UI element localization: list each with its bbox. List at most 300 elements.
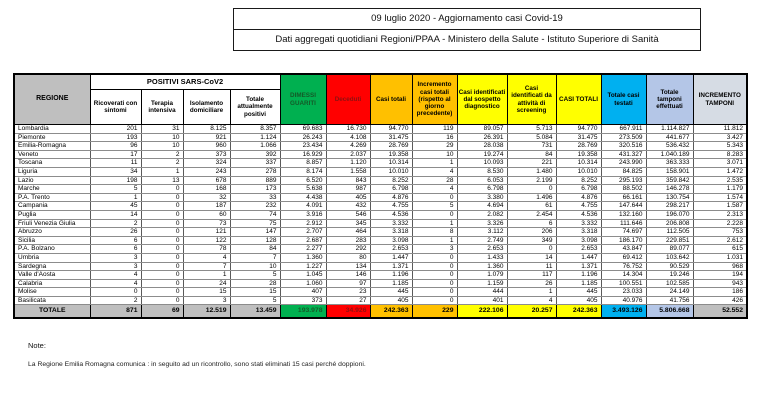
data-cell: 1.371 [556,262,601,271]
data-cell: 78 [183,245,230,254]
data-cell: 206.808 [646,219,693,228]
data-cell: 1.587 [693,202,747,211]
data-cell: 4.269 [326,142,370,151]
data-cell: 196.070 [646,210,693,219]
data-cell: 14 [90,210,141,219]
data-cell: 45 [90,202,141,211]
data-cell: 89.077 [646,245,693,254]
data-cell: 34 [90,167,141,176]
table-row [14,202,747,211]
table-row [14,271,747,280]
data-cell: 0 [141,262,183,271]
data-cell: 968 [693,262,747,271]
data-cell: 1.196 [370,271,412,280]
data-cell: 2.313 [693,210,747,219]
data-cell: 84 [230,245,280,254]
data-cell: 2.199 [507,176,556,185]
data-cell: 4.876 [370,193,412,202]
data-cell: 1.040.189 [646,150,693,159]
data-cell: 10 [141,133,183,142]
table-row [14,185,747,194]
data-cell: 2.228 [693,219,747,228]
total-cell: 222.106 [457,305,507,319]
data-cell: 1 [412,159,457,168]
data-cell: 5.084 [507,133,556,142]
data-cell: 26.391 [457,133,507,142]
region-name: Valle d'Aosta [14,271,90,280]
data-cell: 13 [141,176,183,185]
note-label: Note: [28,341,46,350]
data-cell: 23.434 [280,142,326,151]
data-cell: 121 [183,228,230,237]
data-cell: 3.071 [693,159,747,168]
data-cell: 5.343 [693,142,747,151]
data-cell: 3 [90,262,141,271]
data-cell: 3.318 [370,228,412,237]
region-name: Sicilia [14,236,90,245]
data-cell: 27 [326,296,370,305]
data-cell: 0 [412,279,457,288]
data-cell: 3.380 [457,193,507,202]
data-cell: 5.713 [507,125,556,134]
column-header-casi-sospetto-diagnostico: Casi identificati dal sospetto diagnostico [457,74,507,125]
region-name: Umbria [14,253,90,262]
region-name: Toscana [14,159,90,168]
data-cell: 1.447 [556,253,601,262]
data-cell: 26 [507,279,556,288]
data-cell: 8.283 [693,150,747,159]
data-cell: 33 [230,193,280,202]
data-cell: 23.033 [601,288,646,297]
data-cell: 173 [230,185,280,194]
region-name: Friuli Venezia Giulia [14,219,90,228]
data-cell: 29 [412,142,457,151]
data-cell: 193 [90,133,141,142]
data-cell: 94.770 [556,125,601,134]
data-cell: 943 [693,279,747,288]
data-cell: 615 [693,245,747,254]
data-cell: 10.314 [556,159,601,168]
total-cell: 193.978 [280,305,326,319]
data-cell: 0 [141,271,183,280]
region-name: Abruzzo [14,228,90,237]
total-cell: 5.806.668 [646,305,693,319]
column-header-casi-totali-riepilogo: CASI TOTALI [556,74,601,125]
data-cell: 363.333 [646,159,693,168]
data-cell: 2.687 [280,236,326,245]
table-row [14,236,747,245]
data-cell: 373 [280,296,326,305]
region-name: Sardegna [14,262,90,271]
data-cell: 1.360 [280,253,326,262]
region-name: Puglia [14,210,90,219]
data-cell: 753 [693,228,747,237]
data-cell: 28 [230,279,280,288]
data-cell: 2.082 [457,210,507,219]
column-group-positivi-sars-cov2: POSITIVI SARS-CoV2 [90,74,280,90]
data-cell: 5 [90,185,141,194]
total-cell: 229 [412,305,457,319]
data-cell: 100.551 [601,279,646,288]
data-cell: 337 [230,159,280,168]
data-cell: 69.683 [280,125,326,134]
column-header-isolamento-domiciliare: Isolamento domiciliare [183,90,230,125]
table-row [14,279,747,288]
data-cell: 4 [507,296,556,305]
column-header-terapia-intensiva: Terapia intensiva [141,90,183,125]
data-cell: 8.857 [280,159,326,168]
table-row [14,133,747,142]
data-cell: 405 [556,296,601,305]
data-cell: 6.520 [280,176,326,185]
region-name: Calabria [14,279,90,288]
column-header-regione: REGIONE [14,74,90,125]
data-cell: 2.653 [370,245,412,254]
data-cell: 1.124 [230,133,280,142]
region-name: Molise [14,288,90,297]
table-row [14,288,747,297]
column-header-incremento-casi-totali: Incremento casi totali (rispetto al giorno precedente) [412,74,457,125]
data-cell: 4.091 [280,202,326,211]
data-cell: 4.755 [370,202,412,211]
data-cell: 90.529 [646,262,693,271]
data-cell: 7 [183,262,230,271]
data-cell: 1.574 [693,193,747,202]
data-cell: 4 [90,279,141,288]
data-cell: 2.653 [457,245,507,254]
data-cell: 16.730 [326,125,370,134]
data-cell: 359.842 [646,176,693,185]
table-row [14,262,747,271]
data-cell: 278 [230,167,280,176]
data-cell: 2.653 [556,245,601,254]
data-cell: 232 [230,202,280,211]
data-cell: 84 [507,150,556,159]
data-cell: 60 [183,210,230,219]
data-cell: 73 [183,219,230,228]
column-header-ricoverati-con-sintomi: Ricoverati con sintomi [90,90,141,125]
data-cell: 6 [90,236,141,245]
data-cell: 0 [412,296,457,305]
data-cell: 229.851 [646,236,693,245]
data-cell: 102.585 [646,279,693,288]
data-cell: 122 [183,236,230,245]
column-header-incremento-tamponi: INCREMENTO TAMPONI [693,74,747,125]
data-cell: 6.053 [457,176,507,185]
total-cell: 242.363 [370,305,412,319]
data-cell: 0 [507,245,556,254]
data-cell: 75 [230,219,280,228]
data-cell: 1 [183,271,230,280]
data-cell: 1.031 [693,253,747,262]
data-cell: 28.769 [556,142,601,151]
data-cell: 2.454 [507,210,556,219]
column-header-dimessi-guariti: DIMESSI GUARITI [280,74,326,125]
data-cell: 147 [230,228,280,237]
total-cell: 52.552 [693,305,747,319]
data-cell: 10.010 [556,167,601,176]
group-header-row [14,74,747,90]
data-cell: 147.644 [601,202,646,211]
data-cell: 2 [90,219,141,228]
data-cell: 7 [230,253,280,262]
data-cell: 14.304 [601,271,646,280]
data-cell: 667.911 [601,125,646,134]
data-cell: 10.314 [370,159,412,168]
data-cell: 198 [90,176,141,185]
data-cell: 66.161 [601,193,646,202]
data-cell: 444 [457,288,507,297]
data-cell: 11 [90,159,141,168]
data-cell: 1.120 [326,159,370,168]
data-cell: 1.079 [457,271,507,280]
data-cell: 146 [326,271,370,280]
data-cell: 28.038 [457,142,507,151]
data-cell: 0 [412,193,457,202]
data-cell: 405 [370,296,412,305]
report-subtitle: Dati aggregati quotidiani Regioni/PPAA - Ministero della Salute - Istituto Superiore di Sanità [275,34,659,45]
data-cell: 10 [230,262,280,271]
data-cell: 320.516 [601,142,646,151]
data-cell: 4.755 [556,202,601,211]
data-cell: 31.475 [370,133,412,142]
data-cell: 921 [183,133,230,142]
data-cell: 88.502 [601,185,646,194]
data-cell: 11.812 [693,125,747,134]
data-cell: 19.358 [370,150,412,159]
data-cell: 146.278 [646,185,693,194]
data-cell: 960 [183,142,230,151]
data-cell: 4 [412,167,457,176]
data-cell: 6 [507,219,556,228]
data-cell: 1.433 [457,253,507,262]
region-name: Basilicata [14,296,90,305]
data-cell: 5 [412,202,457,211]
data-cell: 194 [693,271,747,280]
table-row [14,228,747,237]
data-cell: 3.098 [556,236,601,245]
data-cell: 1.472 [693,167,747,176]
data-cell: 3 [412,245,457,254]
data-cell: 3 [90,253,141,262]
data-cell: 0 [141,288,183,297]
data-cell: 1.066 [230,142,280,151]
data-cell: 119 [412,125,457,134]
data-cell: 10.093 [457,159,507,168]
data-cell: 3.098 [370,236,412,245]
data-cell: 4 [183,253,230,262]
data-cell: 4.438 [280,193,326,202]
region-name: Lazio [14,176,90,185]
data-cell: 5.638 [280,185,326,194]
data-cell: 464 [326,228,370,237]
data-cell: 441.677 [646,133,693,142]
data-cell: 23 [326,288,370,297]
total-cell: 20.257 [507,305,556,319]
total-cell: 12.519 [183,305,230,319]
data-cell: 405 [326,193,370,202]
data-cell: 3.326 [457,219,507,228]
data-cell: 2 [141,150,183,159]
data-cell: 19.246 [646,271,693,280]
data-cell: 96 [90,142,141,151]
total-cell: 3.493.126 [601,305,646,319]
data-cell: 0 [90,288,141,297]
data-cell: 345 [326,219,370,228]
data-cell: 3.332 [370,219,412,228]
data-cell: 19.358 [556,150,601,159]
column-header-casi-totali: Casi totali [370,74,412,125]
data-cell: 8.357 [230,125,280,134]
data-cell: 10 [141,142,183,151]
data-cell: 186 [693,288,747,297]
total-cell: 69 [141,305,183,319]
data-cell: 134 [326,262,370,271]
data-cell: 1 [412,219,457,228]
table-row [14,125,747,134]
data-cell: 0 [141,185,183,194]
data-cell: 1.558 [326,167,370,176]
data-cell: 24 [183,279,230,288]
data-cell: 324 [183,159,230,168]
data-cell: 1.045 [280,271,326,280]
total-cell: 13.459 [230,305,280,319]
data-cell: 1.060 [280,279,326,288]
data-cell: 4.108 [326,133,370,142]
total-cell: 34.926 [326,305,370,319]
data-cell: 4.694 [457,202,507,211]
data-cell: 432 [326,202,370,211]
data-cell: 401 [457,296,507,305]
column-header-totale-casi-testati: Totale casi testati [601,74,646,125]
data-cell: 0 [141,228,183,237]
data-cell: 84.825 [601,167,646,176]
data-cell: 2 [141,159,183,168]
report-title: 09 luglio 2020 - Aggiornamento casi Covid-19 [234,9,700,30]
data-cell: 536.432 [646,142,693,151]
region-name: Veneto [14,150,90,159]
column-header-casi-screening: Casi identificati da attività di screening [507,74,556,125]
data-cell: 2.277 [280,245,326,254]
data-cell: 94.770 [370,125,412,134]
data-cell: 6.798 [556,185,601,194]
data-cell: 43.847 [601,245,646,254]
total-row-label: TOTALE [14,305,90,319]
region-name: P.A. Trento [14,193,90,202]
data-cell: 112.505 [646,228,693,237]
data-cell: 392 [230,150,280,159]
column-header-deceduti: Deceduti [326,74,370,125]
data-cell: 8.252 [370,176,412,185]
data-cell: 1.196 [556,271,601,280]
table-row [14,193,747,202]
region-name: Emilia-Romagna [14,142,90,151]
data-cell: 15 [230,288,280,297]
data-cell: 1.480 [507,167,556,176]
data-cell: 8.530 [457,167,507,176]
data-cell: 1 [90,193,141,202]
data-cell: 8 [412,228,457,237]
data-cell: 8.125 [183,125,230,134]
data-cell: 26 [90,228,141,237]
data-cell: 16.929 [280,150,326,159]
data-cell: 31.475 [556,133,601,142]
data-cell: 3.112 [457,228,507,237]
data-cell: 243 [183,167,230,176]
data-cell: 26.243 [280,133,326,142]
data-cell: 168 [183,185,230,194]
data-cell: 4 [90,271,141,280]
total-cell: 871 [90,305,141,319]
data-cell: 731 [507,142,556,151]
data-cell: 243.990 [601,159,646,168]
data-cell: 130.754 [646,193,693,202]
data-cell: 24.149 [646,288,693,297]
column-header-totale-tamponi: Totale tamponi effettuati [646,74,693,125]
data-cell: 40.976 [601,296,646,305]
region-name: Lombardia [14,125,90,134]
data-cell: 1.227 [280,262,326,271]
table-row [14,150,747,159]
data-cell: 1.185 [370,279,412,288]
table-row [14,167,747,176]
data-cell: 2.749 [457,236,507,245]
data-cell: 273.509 [601,133,646,142]
data-cell: 15 [183,288,230,297]
data-cell: 41.756 [646,296,693,305]
data-cell: 0 [141,202,183,211]
region-name: Marche [14,185,90,194]
data-cell: 0 [412,288,457,297]
data-cell: 0 [141,245,183,254]
data-cell: 14 [507,253,556,262]
table-row [14,210,747,219]
covid-data-table [13,73,748,319]
data-cell: 1.159 [457,279,507,288]
data-cell: 74.697 [601,228,646,237]
data-cell: 1 [507,288,556,297]
data-cell: 349 [507,236,556,245]
data-cell: 1.114.827 [646,125,693,134]
data-cell: 6 [90,245,141,254]
data-cell: 103.642 [646,253,693,262]
data-cell: 678 [183,176,230,185]
data-cell: 283 [326,236,370,245]
note-text: La Regione Emilia Romagna comunica : in seguito ad un ricontrollo, sono stati eliminati 15 casi perché doppioni. [28,361,366,368]
data-cell: 80 [326,253,370,262]
data-cell: 1.496 [507,193,556,202]
data-cell: 546 [326,210,370,219]
data-cell: 0 [141,236,183,245]
data-cell: 292 [326,245,370,254]
data-cell: 0 [507,185,556,194]
data-cell: 17 [90,150,141,159]
data-cell: 0 [141,253,183,262]
data-cell: 8.252 [556,176,601,185]
data-cell: 201 [90,125,141,134]
data-cell: 0 [412,210,457,219]
data-cell: 407 [280,288,326,297]
data-cell: 2.037 [326,150,370,159]
data-cell: 0 [141,296,183,305]
region-name: Liguria [14,167,90,176]
covid-data-table-container [13,73,748,319]
data-cell: 3.318 [556,228,601,237]
data-cell: 987 [326,185,370,194]
data-cell: 221 [507,159,556,168]
data-cell: 5 [230,271,280,280]
data-cell: 1.447 [370,253,412,262]
